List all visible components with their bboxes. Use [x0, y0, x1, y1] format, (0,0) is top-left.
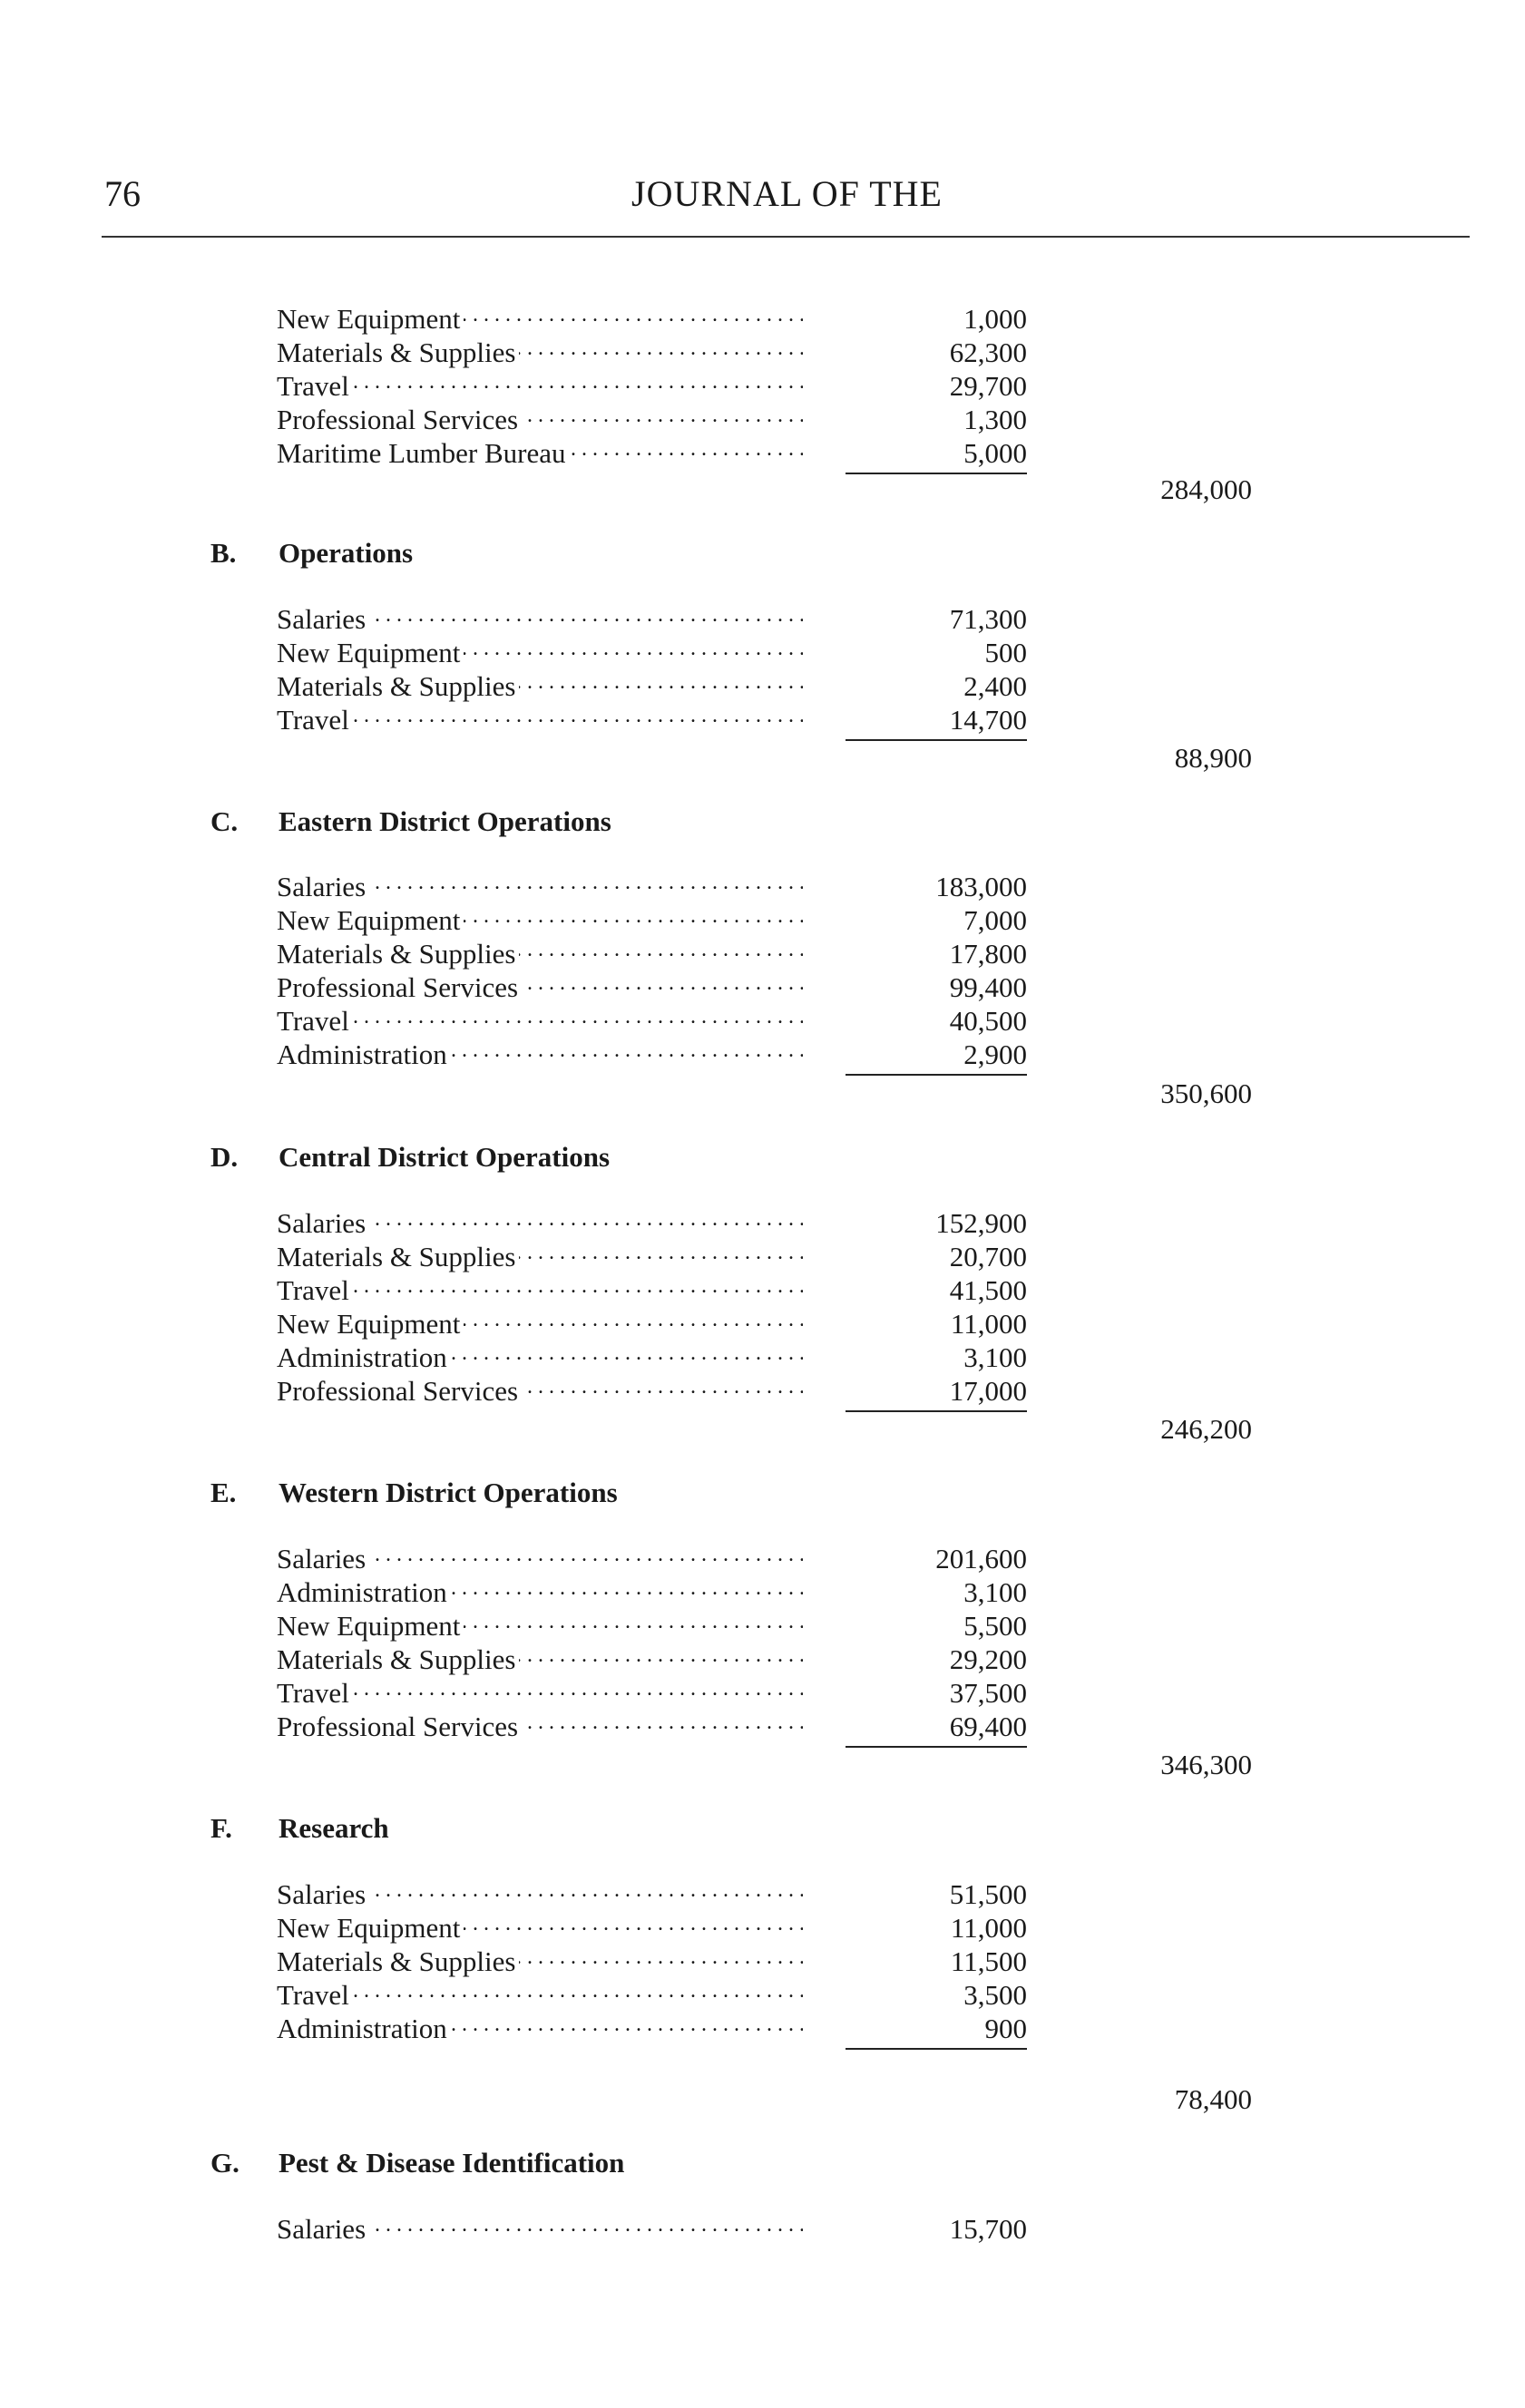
line-item-label: Professional Services [277, 404, 522, 435]
line-item-amount: 41,500 [949, 1274, 1027, 1306]
line-item [277, 1038, 803, 1072]
line-item-label: Salaries [277, 871, 369, 902]
line-item-amount: 183,000 [935, 871, 1027, 902]
section-title: Central District Operations [279, 1141, 611, 1173]
line-item-amount: 29,700 [949, 370, 1027, 402]
section-title: Eastern District Operations [279, 805, 611, 837]
line-item [277, 603, 803, 637]
line-item-label: Salaries [277, 1878, 369, 1910]
section-letter: D. [210, 1141, 239, 1173]
line-item-label: Materials & Supplies [277, 1643, 519, 1675]
line-item [277, 1878, 803, 1912]
line-item-amount: 11,000 [950, 1912, 1027, 1944]
section-title: Research [279, 1812, 389, 1844]
line-item-label: Travel [277, 1005, 353, 1037]
line-item [277, 1711, 803, 1744]
section-total: 284,000 [1160, 473, 1252, 505]
subtotal-rule [846, 473, 1027, 474]
section-title: Operations [279, 537, 414, 569]
line-item [277, 370, 803, 404]
line-item-label: New Equipment [277, 303, 464, 335]
subtotal-rule [846, 739, 1027, 741]
section-total: 346,300 [1160, 1749, 1252, 1780]
line-item [277, 1643, 803, 1677]
line-item [277, 1912, 803, 1945]
line-item-amount: 900 [984, 2013, 1027, 2044]
line-item [277, 1677, 803, 1711]
section-letter: B. [210, 537, 237, 569]
line-item-label: Materials & Supplies [277, 336, 519, 368]
line-item-amount: 500 [984, 637, 1027, 668]
section-total: 88,900 [1174, 742, 1252, 774]
header-rule [102, 236, 1470, 238]
section-title: Pest & Disease Identification [279, 2147, 625, 2179]
line-item-amount: 71,300 [949, 603, 1027, 635]
line-item [277, 1274, 803, 1308]
line-item-label: Professional Services [277, 971, 522, 1003]
line-item-amount: 69,400 [949, 1711, 1027, 1742]
line-item-amount: 3,100 [963, 1576, 1027, 1608]
line-item [277, 670, 803, 704]
line-item [277, 1576, 803, 1610]
line-item-amount: 11,000 [950, 1308, 1027, 1340]
line-item-label: Materials & Supplies [277, 670, 519, 702]
section-title: Western District Operations [279, 1477, 618, 1508]
line-item-label: Materials & Supplies [277, 1241, 519, 1272]
section-letter: C. [210, 805, 239, 837]
line-item-label: Travel [277, 704, 353, 736]
line-item [277, 904, 803, 938]
line-item-amount: 99,400 [949, 971, 1027, 1003]
line-item-amount: 201,600 [935, 1543, 1027, 1574]
line-item [277, 1945, 803, 1979]
line-item-amount: 40,500 [949, 1005, 1027, 1037]
line-item [277, 2213, 803, 2247]
line-item-label: New Equipment [277, 637, 464, 668]
line-item-amount: 3,100 [963, 1341, 1027, 1373]
line-item [277, 938, 803, 971]
line-item-amount: 2,400 [963, 670, 1027, 702]
line-item [277, 404, 803, 437]
line-item-label: Salaries [277, 603, 369, 635]
line-item-label: Travel [277, 370, 353, 402]
line-item [277, 637, 803, 670]
line-item-label: Salaries [277, 2213, 369, 2245]
line-item-label: Administration [277, 2013, 451, 2044]
line-item-label: New Equipment [277, 1610, 464, 1642]
line-item-label: Salaries [277, 1207, 369, 1239]
line-item-amount: 51,500 [949, 1878, 1027, 1910]
line-item-label: Administration [277, 1038, 451, 1070]
section-letter: F. [210, 1812, 232, 1844]
line-item [277, 704, 803, 737]
line-item-amount: 5,500 [963, 1610, 1027, 1642]
subtotal-rule [846, 2048, 1027, 2050]
line-item [277, 1979, 803, 2013]
subtotal-rule [846, 1410, 1027, 1412]
line-item-label: Travel [277, 1274, 353, 1306]
line-item-amount: 14,700 [949, 704, 1027, 736]
line-item [277, 2013, 803, 2046]
line-item-label: Materials & Supplies [277, 1945, 519, 1977]
line-item [277, 1308, 803, 1341]
page-number: 76 [104, 173, 141, 214]
line-item-label: Maritime Lumber Bureau [277, 437, 570, 469]
line-item-label: New Equipment [277, 1912, 464, 1944]
section-total: 350,600 [1160, 1077, 1252, 1109]
line-item-label: New Equipment [277, 1308, 464, 1340]
line-item-amount: 2,900 [963, 1038, 1027, 1070]
line-item-label: Administration [277, 1341, 451, 1373]
line-item [277, 303, 803, 336]
line-item-amount: 3,500 [963, 1979, 1027, 2011]
section-total: 78,400 [1174, 2083, 1252, 2115]
section-total: 246,200 [1160, 1413, 1252, 1445]
line-item-amount: 5,000 [963, 437, 1027, 469]
line-item-amount: 29,200 [949, 1643, 1027, 1675]
subtotal-rule [846, 1746, 1027, 1748]
section-letter: G. [210, 2147, 240, 2179]
line-item-amount: 62,300 [949, 336, 1027, 368]
running-head: JOURNAL OF THE [631, 173, 943, 214]
line-item-label: Administration [277, 1576, 451, 1608]
line-item [277, 1375, 803, 1409]
line-item [277, 336, 803, 370]
line-item-amount: 17,000 [949, 1375, 1027, 1407]
line-item-amount: 20,700 [949, 1241, 1027, 1272]
line-item [277, 971, 803, 1005]
line-item-amount: 1,300 [963, 404, 1027, 435]
line-item [277, 1005, 803, 1038]
line-item [277, 1610, 803, 1643]
line-item-label: Professional Services [277, 1375, 522, 1407]
line-item-amount: 1,000 [963, 303, 1027, 335]
line-item-amount: 152,900 [935, 1207, 1027, 1239]
line-item-label: Materials & Supplies [277, 938, 519, 970]
line-item-label: Professional Services [277, 1711, 522, 1742]
subtotal-rule [846, 1074, 1027, 1076]
line-item [277, 1241, 803, 1274]
line-item [277, 1341, 803, 1375]
line-item-label: Travel [277, 1979, 353, 2011]
line-item [277, 1207, 803, 1241]
line-item-amount: 7,000 [963, 904, 1027, 936]
line-item-label: Salaries [277, 1543, 369, 1574]
line-item-amount: 11,500 [950, 1945, 1027, 1977]
line-item-label: Travel [277, 1677, 353, 1709]
section-letter: E. [210, 1477, 237, 1508]
line-item [277, 871, 803, 904]
line-item-amount: 17,800 [949, 938, 1027, 970]
line-item-amount: 15,700 [949, 2213, 1027, 2245]
line-item [277, 1543, 803, 1576]
line-item [277, 437, 803, 471]
line-item-amount: 37,500 [949, 1677, 1027, 1709]
line-item-label: New Equipment [277, 904, 464, 936]
